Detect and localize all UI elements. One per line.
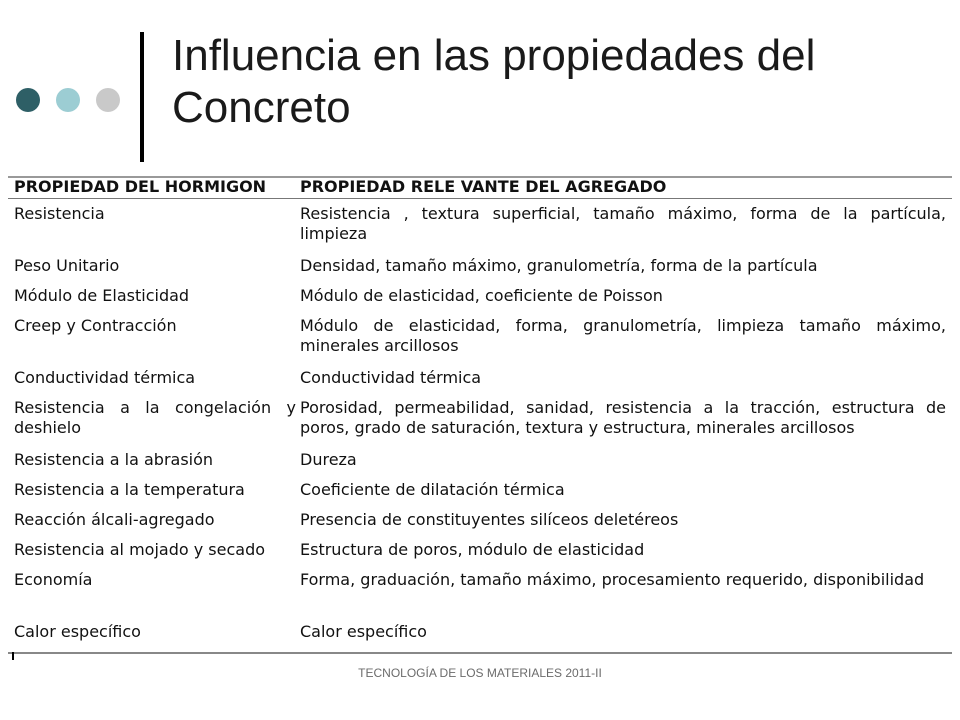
table-bottom-border bbox=[8, 652, 952, 654]
header-concrete-property: PROPIEDAD DEL HORMIGON bbox=[14, 177, 267, 196]
row-3-aggregate: Módulo de elasticidad, coeficiente de Poisson bbox=[300, 286, 663, 305]
row-8-property: Resistencia a la temperatura bbox=[14, 480, 245, 499]
row-9-aggregate: Presencia de constituyentes silíceos deletéreos bbox=[300, 510, 679, 529]
row-11-aggregate: Forma, graduación, tamaño máximo, procesamiento requerido, disponibilidad bbox=[300, 570, 925, 589]
row-1-property: Resistencia bbox=[14, 204, 105, 223]
dot-light-icon bbox=[56, 88, 80, 112]
row-11-property: Economía bbox=[14, 570, 93, 589]
row-7-aggregate: Dureza bbox=[300, 450, 357, 469]
row-5-property: Conductividad térmica bbox=[14, 368, 196, 387]
table-header-border bbox=[8, 198, 952, 199]
row-7-property: Resistencia a la abrasión bbox=[14, 450, 214, 469]
slide-footer: TECNOLOGÍA DE LOS MATERIALES 2011-II bbox=[358, 666, 602, 680]
row-10-property: Resistencia al mojado y secado bbox=[14, 540, 266, 559]
row-3-property: Módulo de Elasticidad bbox=[14, 286, 190, 305]
properties-table bbox=[8, 170, 952, 656]
row-1-aggregate: Resistencia , textura superficial, tamaño máximo, forma de la partícula, limpieza bbox=[300, 204, 946, 243]
slide-title-line1: Influencia en las propiedades del bbox=[172, 31, 816, 80]
slide-title-line2: Concreto bbox=[172, 83, 351, 132]
table-corner-mark bbox=[12, 652, 14, 660]
row-2-property: Peso Unitario bbox=[14, 256, 120, 275]
row-6-property: Resistencia a la congelación y deshielo bbox=[14, 398, 296, 437]
row-4-property: Creep y Contracción bbox=[14, 316, 177, 335]
slide-title bbox=[172, 30, 932, 134]
row-2-aggregate: Densidad, tamaño máximo, granulometría, forma de la partícula bbox=[300, 256, 818, 275]
row-4-aggregate: Módulo de elasticidad, forma, granulometría, limpieza tamaño máximo, minerales arcillosos bbox=[300, 316, 946, 355]
row-12-property: Calor específico bbox=[14, 622, 141, 641]
title-divider bbox=[140, 32, 144, 162]
dot-gray-icon bbox=[96, 88, 120, 112]
row-12-aggregate: Calor específico bbox=[300, 622, 427, 641]
row-10-aggregate: Estructura de poros, módulo de elasticidad bbox=[300, 540, 645, 559]
decorative-dots bbox=[16, 88, 126, 114]
row-6-aggregate: Porosidad, permeabilidad, sanidad, resistencia a la tracción, estructura de poros, grado de saturación, textura y estructura, minerales arcillosos bbox=[300, 398, 946, 437]
row-8-aggregate: Coeficiente de dilatación térmica bbox=[300, 480, 565, 499]
header-aggregate-property: PROPIEDAD RELE VANTE DEL AGREGADO bbox=[300, 177, 667, 196]
dot-dark-icon bbox=[16, 88, 40, 112]
row-5-aggregate: Conductividad térmica bbox=[300, 368, 482, 387]
row-9-property: Reacción álcali-agregado bbox=[14, 510, 215, 529]
